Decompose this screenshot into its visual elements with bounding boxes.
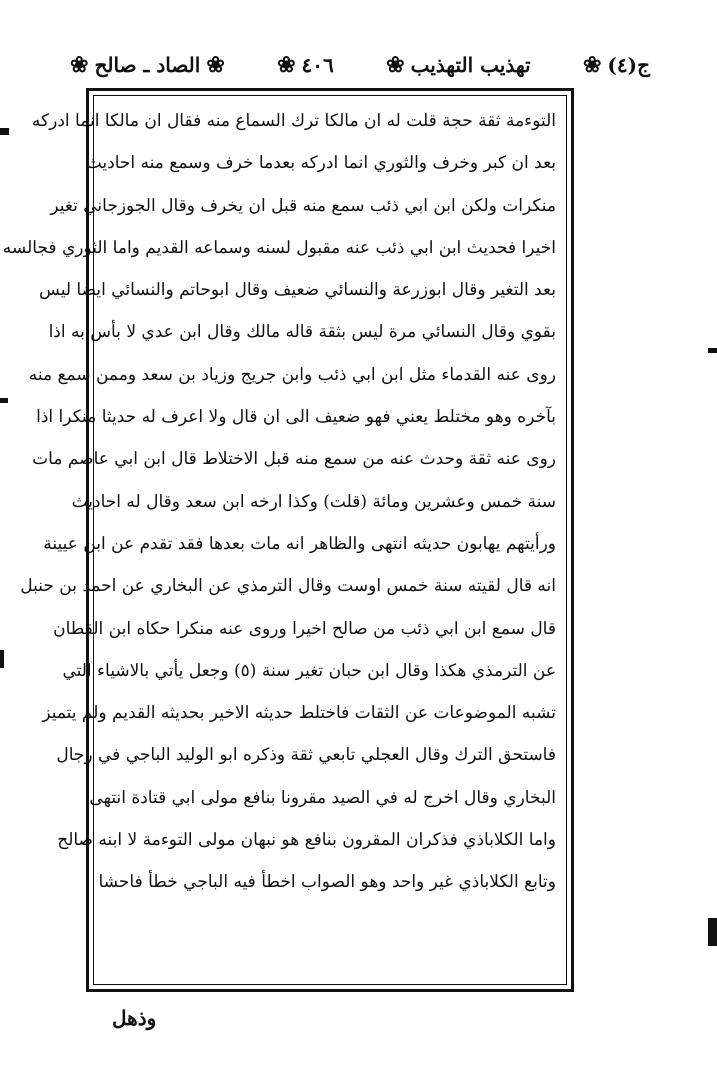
text-line: روى عنه ثقة وحدث عنه من سمع منه قبل الاختلاط قال ابن ابي عاصم مات (32, 449, 556, 470)
page-number: ٤٠٦ (301, 53, 334, 77)
text-line: اخيرا فحديث ابن ابي ذئب عنه مقبول لسنه وسماعه القديم واما الثوري فجالسه (2, 237, 556, 258)
header-section (70, 52, 225, 78)
text-line (104, 904, 556, 946)
text-line: انه قال لقيته سنة خمس اوست وقال الترمذي عن البخاري عن احمد بن حنبل (20, 576, 556, 597)
scan-mark (0, 650, 4, 668)
text-line: وتابع الكلاباذي غير واحد وهو الصواب اخطأ فيه الباجي خطأ فاحشا (98, 872, 556, 893)
text-line: بعد التغير وقال ابوزرعة والنسائي ضعيف وقال ابوحاتم والنسائي ايضا ليس (39, 280, 556, 301)
ornament-icon: ❀ (277, 52, 296, 78)
scan-mark (0, 128, 9, 135)
text-line: فاستحق الترك وقال العجلي تابعي ثقة وذكره ابو الوليد الباجي في رجال (56, 745, 556, 766)
text-line: التوءمة ثقة حجة قلت له ان مالكا ترك السماع منه فقال ان مالكا انما ادركه (31, 111, 556, 131)
header-volume (583, 52, 650, 78)
text-line: بعد ان كبر وخرف والثوري انما ادركه بعدما خرف وسمع منه احاديث (85, 153, 556, 174)
text-line: بآخره وهو مختلط يعني فهو ضعيف الى ان قال ولا اعرف له حديثا منكرا اذا (36, 407, 556, 428)
text-line: منكرات ولكن ابن ابي ذئب سمع منه قبل ان يخرف وقال الجوزجاني تغير (50, 195, 556, 216)
running-header (70, 48, 650, 82)
text-line: قال سمع ابن ابي ذئب من صالح اخيرا وروى عنه منكرا حكاه ابن القطان (53, 618, 556, 639)
book-title: تهذيب التهذيب (410, 53, 531, 77)
text-line: واما الكلاباذي فذكران المقرون بنافع هو نبهان مولى التوءمة لا ابنه صالح (57, 830, 556, 851)
ornament-icon: ❀ (582, 52, 602, 78)
volume-label: ج(٤) (607, 53, 650, 77)
body-text (2, 100, 556, 946)
ornament-icon: ❀ (206, 52, 225, 78)
text-line: سنة خمس وعشرين ومائة (قلت) وكذا ارخه ابن سعد وقال له احاديث (71, 491, 556, 512)
catchword: وذهل (112, 1006, 157, 1030)
text-line: البخاري وقال اخرج له في الصيد مقرونا بنافع مولى ابي قتادة انتهى (89, 787, 556, 808)
text-line: ورأيتهم يهابون حديثه انتهى والظاهر انه مات بعدها فقد تقدم عن ابن عيينة (43, 533, 556, 554)
text-line: تشبه الموضوعات عن الثقات فاختلط حديثه الاخير بحديثه القديم ولم يتميز (42, 703, 556, 724)
scan-mark (0, 398, 8, 403)
header-page (277, 52, 334, 78)
text-line: عن الترمذي هكذا وقال ابن حبان تغير سنة (٥) وجعل يأتي بالاشياء التي (62, 660, 556, 681)
text-line: روى عنه القدماء مثل ابن ابي ذئب وابن جريج وزياد بن سعد وممن سمع منه (28, 364, 556, 385)
scan-mark (708, 348, 717, 353)
ornament-icon: ❀ (386, 52, 405, 78)
header-book (386, 52, 531, 78)
section-title: الصاد ـ صالح (94, 53, 201, 77)
scan-mark (708, 918, 717, 946)
text-line: بقوي وقال النسائي مرة ليس بثقة قاله مالك وقال ابن عدي لا بأس به اذا (48, 322, 556, 343)
ornament-icon: ❀ (70, 52, 89, 78)
